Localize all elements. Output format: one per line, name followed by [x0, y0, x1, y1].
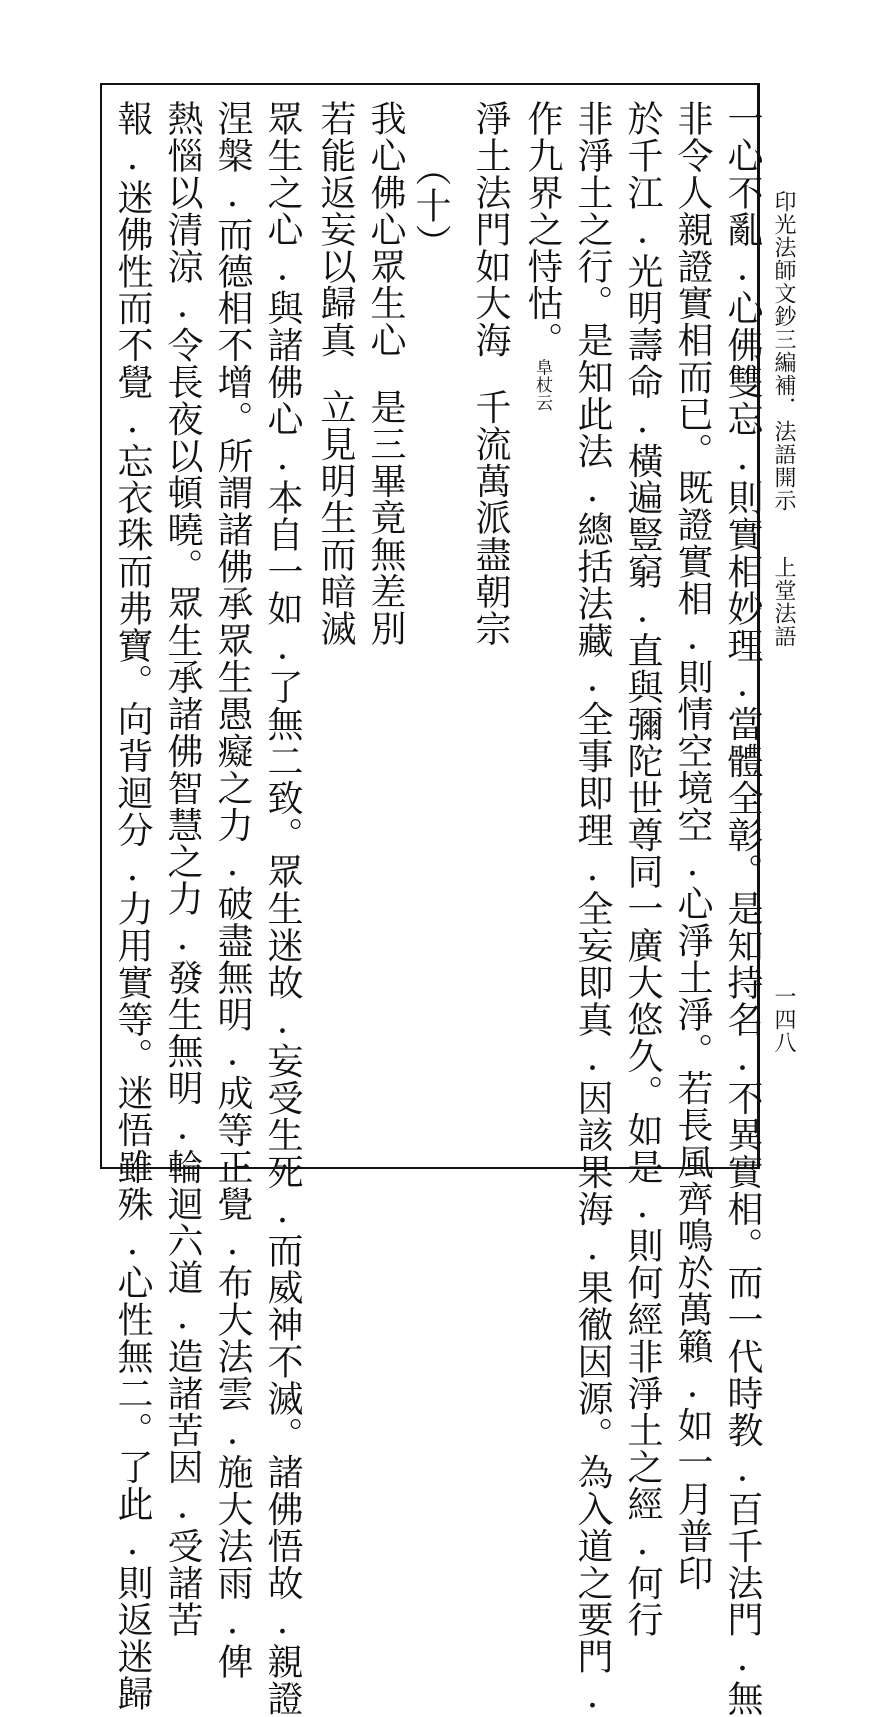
verse-line-3a: 若能返妄以歸真	[315, 100, 356, 359]
verse-line-3	[315, 100, 355, 647]
text-column-2: 非令人親證實相而已。既證實相.則情空境空.心淨土淨。若長風齊鳴於萬籟.如一月普印	[672, 100, 713, 1591]
verse-line-3b: 立見明生而暗滅	[315, 388, 356, 647]
text-column-10: 眾生之心.與諸佛心.本自一如.了無二致。眾生迷故.妄受生死.而威神不滅。諸佛悟故.親證	[262, 100, 303, 1717]
text-column-4: 非淨土之行。是知此法.總括法藏.全事即理.全妄即真.因該果海.果徹因源。為入道之要門.	[572, 100, 613, 1717]
verse-line-2a: 我心佛心眾生心	[365, 100, 406, 359]
text-column-12: 熱惱以清涼.令長夜以頓曉。眾生承諸佛智慧之力.發生無明.輪迴六道.造諸苦因.受諸苦	[162, 100, 203, 1638]
text-column-3: 於千江.光明壽命.橫遍豎窮.直與彌陀世尊同一廣大悠久。如是.則何經非淨土之經.何行	[622, 100, 663, 1638]
text-column-1: 一心不亂.心佛雙忘.則實相妙理.當體全彰。是知持名.不異實相。而一代時教.百千法門.無	[722, 100, 763, 1717]
running-title: 印光法師文鈔三編補．法語開示	[771, 190, 796, 512]
note-attribution: 阜杖云	[532, 358, 552, 413]
section-heading-10: （十）	[410, 150, 451, 261]
verse-line-1a: 淨土法門如大海	[470, 100, 511, 359]
page-number: 一四八	[771, 985, 796, 1054]
running-header	[770, 190, 796, 648]
verse-line-2	[365, 100, 405, 647]
text-column-5	[522, 100, 562, 412]
verse-line-1	[470, 100, 510, 647]
text-column-13: 報.迷佛性而不覺.忘衣珠而弗寶。向背迴分.力用實等。迷悟雖殊.心性無二。了此.則返迷歸	[112, 100, 153, 1712]
verse-line-1b: 千流萬派盡朝宗	[470, 388, 511, 647]
text-column-5-main: 作九界之恃怙。	[522, 100, 563, 359]
text-column-11: 涅槃.而德相不增。所謂諸佛承眾生愚癡之力.破盡無明.成等正覺.布大法雲.施大法雨.俾	[212, 100, 253, 1680]
verse-line-2b: 是三畢竟無差別	[365, 388, 406, 647]
section-title: 上堂法語	[771, 556, 796, 648]
